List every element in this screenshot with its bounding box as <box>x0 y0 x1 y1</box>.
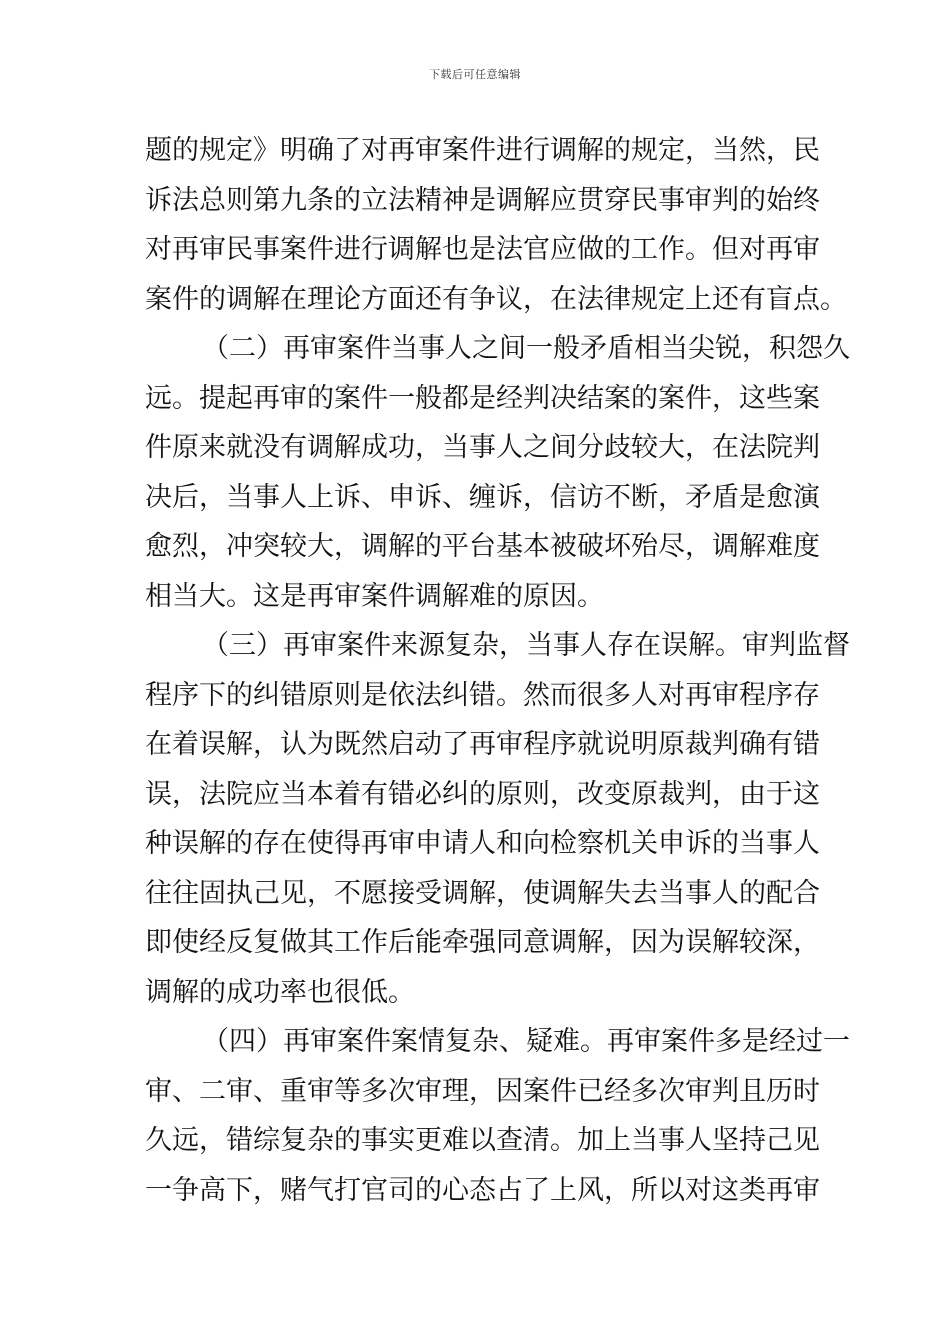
text-line: 往往固执己见，不愿接受调解，使调解失去当事人的配合 <box>145 877 820 909</box>
document-body <box>145 126 850 1215</box>
text-line: 在着误解，认为既然启动了再审程序就说明原裁判确有错 <box>145 729 820 760</box>
paragraph-first-line: （四）再审案件案情复杂、疑难。再审案件多是经过一 <box>202 1026 850 1057</box>
text-line: 决后，当事人上诉、申诉、缠诉，信访不断，矛盾是愈演 <box>145 481 820 513</box>
page-header: 下载后可任意编辑 <box>429 68 521 81</box>
text-line: 审、二审、重审等多次审理，因案件已经多次审判且历时 <box>145 1075 820 1107</box>
text-line: 件原来就没有调解成功，当事人之间分歧较大，在法院判 <box>145 432 820 463</box>
paragraph-last-line: 相当大。这是再审案件调解难的原因。 <box>145 580 604 612</box>
text-line: 种误解的存在使得再审申请人和向检察机关申诉的当事人 <box>145 828 820 859</box>
text-line: 即使经反复做其工作后能牵强同意调解，因为误解较深， <box>145 927 820 958</box>
text-line: 题的规定》明确了对再审案件进行调解的规定，当然，民 <box>145 135 820 166</box>
text-line: 久远，错综复杂的事实更难以查清。加上当事人坚持己见 <box>145 1125 820 1156</box>
text-line: 程序下的纠错原则是依法纠错。然而很多人对再审程序存 <box>145 679 820 711</box>
text-line: 愈烈，冲突较大，调解的平台基本被破坏殆尽，调解难度 <box>145 531 820 562</box>
text-line: 误，法院应当本着有错必纠的原则，改变原裁判，由于这 <box>145 778 820 810</box>
text-line: 诉法总则第九条的立法精神是调解应贯穿民事审判的始终 <box>145 184 820 216</box>
text-line: 一争高下，赌气打官司的心态占了上风，所以对这类再审 <box>145 1174 820 1206</box>
paragraph-last-line: 调解的成功率也很低。 <box>145 976 415 1008</box>
paragraph-first-line: （三）再审案件来源复杂，当事人存在误解。审判监督 <box>202 630 850 661</box>
text-line: 对再审民事案件进行调解也是法官应做的工作。但对再审 <box>145 234 820 265</box>
text-line: 案件的调解在理论方面还有争议，在法律规定上还有盲点。 <box>145 283 847 315</box>
paragraph-first-line: （二）再审案件当事人之间一般矛盾相当尖锐，积怨久 <box>202 333 850 364</box>
text-line: 远。提起再审的案件一般都是经判决结案的案件，这些案 <box>145 382 820 414</box>
